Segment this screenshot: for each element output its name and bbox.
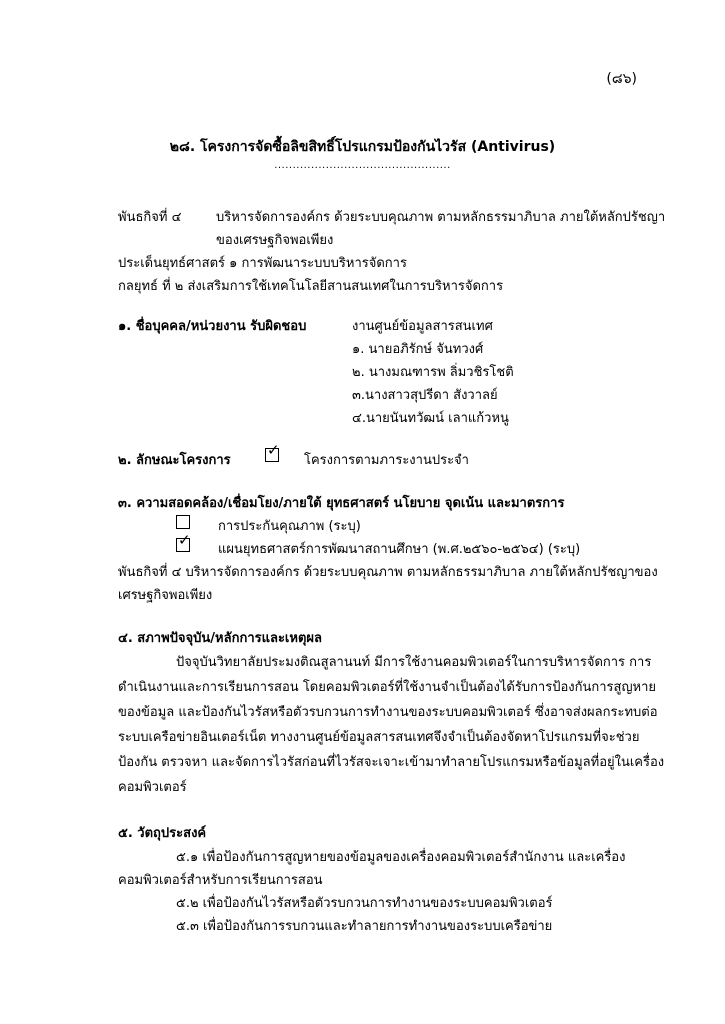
responsible-unit: งานศูนย์ข้อมูลสารสนเทศ: [352, 319, 493, 334]
rationale-line: ป้องกัน ตรวจหา และจัดการไวรัสก่อนที่ไวรัสจะเจาะเข้ามาทำลายโปรแกรมหรือข้อมูลที่อยู่ในเครื่อง: [118, 755, 665, 770]
rationale-line: คอมพิวเตอร์: [118, 780, 187, 795]
mission-label: พันธกิจที่ ๔: [118, 210, 182, 225]
section1-heading: ๑. ชื่อบุคคล/หน่วยงาน รับผิดชอบ: [118, 319, 307, 334]
rationale-line: ปัจจุบันวิทยาลัยประมงติณสูลานนท์ มีการใช้งานคอมพิวเตอร์ในการบริหารจัดการ การ: [176, 655, 652, 670]
section3-text-line1: พันธกิจที่ ๔ บริหารจัดการองค์กร ด้วยระบบคุณภาพ ตามหลักธรรมาภิบาล ภายใต้หลักปรัชญาของ: [118, 565, 658, 580]
objective-item: ๕.๑ เพื่อป้องกันการสูญหายของข้อมูลของเครื่องคอมพิวเตอร์สำนักงาน และเครื่อง: [176, 850, 626, 865]
responsible-person: ๒. นางมณฑารพ ลิ่มวชิรโชติ: [352, 365, 514, 380]
mission-text-line2: ของเศรษฐกิจพอเพียง: [216, 233, 334, 248]
responsible-person: ๓.นางสาวสุปรีดา สังวาลย์: [352, 388, 498, 403]
objective-item: ๕.๓ เพื่อป้องกันการรบกวนและทำลายการทำงานของระบบเครือข่าย: [176, 919, 553, 934]
project-type-option: โครงการตามภาระงานประจำ: [304, 453, 469, 468]
responsible-person: ๑. นายอภิรักษ์ จันทวงศ์: [352, 342, 484, 357]
mission-text-line1: บริหารจัดการองค์กร ด้วยระบบคุณภาพ ตามหลักธรรมาภิบาล ภายใต้หลักปรัชญา: [216, 210, 666, 225]
section3-text-line2: เศรษฐกิจพอเพียง: [118, 588, 213, 603]
title-dotted-line: ................................................: [274, 160, 451, 171]
strategy: กลยุทธ์ ที่ ๒ ส่งเสริมการใช้เทคโนโลยีสานสนเทศในการบริหารจัดการ: [118, 279, 504, 294]
section3-heading: ๓. ความสอดคล้อง/เชื่อมโยง/ภายใต้ ยุทธศาสตร์ นโยบาย จุดเน้น และมาตรการ: [118, 496, 565, 511]
section5-heading: ๕. วัตถุประสงค์: [118, 826, 207, 841]
qa-checkbox: [176, 514, 190, 529]
objective-item-continued: คอมพิวเตอร์สำหรับการเรียนการสอน: [118, 873, 323, 888]
section4-heading: ๔. สภาพปัจจุบัน/หลักการและเหตุผล: [118, 631, 322, 646]
rationale-line: ระบบเครือข่ายอินเตอร์เน็ต ทางงานศูนย์ข้อมูลสารสนเทศจึงจำเป็นต้องจัดหาโปรแกรมที่จะช่วย: [118, 730, 640, 745]
responsible-person: ๔.นายนันทวัฒน์ เลาแก้วหนู: [352, 411, 509, 426]
page-number: (๘๖): [606, 71, 637, 87]
document-title: ๒๘. โครงการจัดซื้อลิขสิทธิ์โปรแกรมป้องกันไวรัส (Antivirus): [169, 139, 556, 155]
rationale-line: ของข้อมูล และป้องกันไวรัสหรือตัวรบกวนการทำงานของระบบคอมพิวเตอร์ ซึ่งอาจส่งผลกระทบต่อ: [118, 705, 658, 720]
check-mark-icon: ✓: [178, 530, 191, 549]
objective-item: ๕.๒ เพื่อป้องกันไวรัสหรือตัวรบกวนการทำงานของระบบคอมพิวเตอร์: [176, 896, 553, 911]
strategic-plan-option-label: แผนยุทธศาสตร์การพัฒนาสถานศึกษา (พ.ศ.๒๕๖๐-๒๕๖๔) (ระบุ): [218, 542, 581, 557]
qa-option-label: การประกันคุณภาพ (ระบุ): [218, 519, 361, 534]
strategic-issue: ประเด็นยุทธ์ศาสตร์ ๑ การพัฒนาระบบบริหารจัดการ: [118, 256, 407, 271]
project-type-checkbox: [265, 440, 280, 462]
section2-heading: ๒. ลักษณะโครงการ: [118, 453, 231, 468]
strategic-plan-checkbox: [176, 530, 191, 552]
check-mark-icon: ✓: [267, 440, 280, 459]
rationale-line: ดำเนินงานและการเรียนการสอน โดยคอมพิวเตอร์ที่ใช้งานจำเป็นต้องได้รับการป้องกันการสูญหาย: [118, 680, 657, 695]
